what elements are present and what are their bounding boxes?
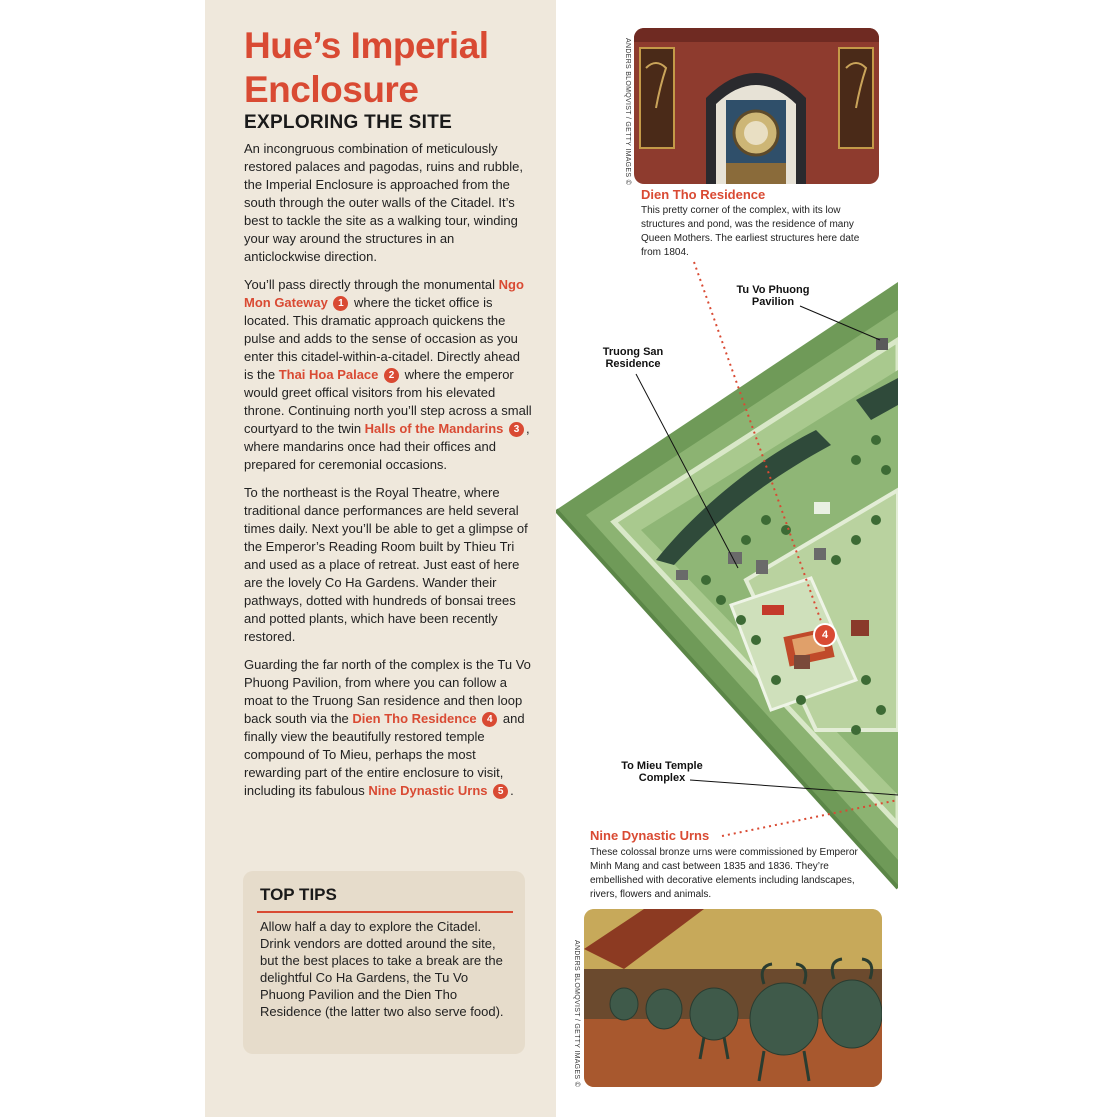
text-run: You’ll pass directly through the monumental: [244, 277, 499, 292]
map-marker-4: 4: [813, 623, 837, 647]
text-run: .: [510, 783, 514, 798]
section-heading: EXPLORING THE SITE: [244, 112, 453, 133]
highlight-ngo-mon-gateway: Ngo Mon Gateway: [244, 277, 524, 310]
dien-tho-caption-title: Dien Tho Residence: [641, 187, 766, 202]
number-badge-4: 4: [482, 712, 497, 727]
page-title: Hue’s Imperial Enclosure: [244, 25, 489, 110]
paragraph-1: An incongruous combination of meticulously restored palaces and pagodas, ruins and rubble, the Imperial Enclosure is approached from the south through the outer walls of the Citadel. It’s best to tackle the site as a walking tour, winding your way around the structures in an anticlockwise direction.: [244, 141, 523, 264]
urns-caption-title: Nine Dynastic Urns: [590, 828, 710, 843]
urns-caption-text: These colossal bronze urns were commissioned by Emperor Minh Mang and cast between 1835 and 1836. They’re embellished with decorative elements including landscapes, rivers, flowers and animals.: [590, 847, 858, 900]
number-badge-2: 2: [384, 368, 399, 383]
map-label-to-mieu: To Mieu Temple Complex: [621, 760, 703, 784]
dien-tho-caption-text: This pretty corner of the complex, with its low structures and pond, was the residence of many Queen Mothers. The earliest structures here date from 1804.: [641, 205, 860, 258]
photo-credit-bottom: ANDERS BLOMQVIST / GETTY IMAGES ©: [573, 940, 580, 1088]
number-badge-5: 5: [493, 784, 508, 799]
text-run: and finally view the beautifully restored temple compound of To Mieu, perhaps the most rewarding part of the entire enclosure to visit, including its fabulous: [244, 711, 525, 798]
highlight-dien-tho-residence: Dien Tho Residence: [352, 711, 477, 726]
number-badge-1: 1: [333, 296, 348, 311]
highlight-halls-of-the-mandarins: Halls of the Mandarins: [364, 421, 504, 436]
highlight-thai-hoa-palace: Thai Hoa Palace: [278, 367, 379, 382]
nine-dynastic-urns-photo: [584, 909, 882, 1087]
text-run: , where mandarins once had their offices and prepared for ceremonial occasions.: [244, 421, 530, 472]
photo-credit-top: ANDERS BLOMQVIST / GETTY IMAGES ©: [624, 38, 631, 186]
map-label-tu-vo-phuong: Tu Vo Phuong Pavilion: [736, 284, 810, 308]
highlight-nine-dynastic-urns: Nine Dynastic Urns: [368, 783, 488, 798]
text-run: where the ticket office is located. This dramatic approach quickens the pulse and adds to the sense of occasion as you enter this citadel-within-a-citadel. Directly ahead is the: [244, 295, 521, 382]
map-label-truong-san: Truong San Residence: [602, 346, 664, 370]
top-tips-title: TOP TIPS: [260, 885, 337, 904]
text-run: where the emperor would greet offical visitors from his elevated throne. Continuing north you’ll step across a small courtyard to the twin: [244, 367, 532, 436]
text-run: Guarding the far north of the complex is the Tu Vo Phuong Pavilion, from where you can follow a moat to the Truong San residence and then loop back south via the: [244, 657, 531, 726]
number-badge-3: 3: [509, 422, 524, 437]
top-tips-text: Allow half a day to explore the Citadel. Drink vendors are dotted around the site, but the best places to take a break are the delightful Co Ha Gardens, the Tu Vo Phuong Pavilion and the Dien Tho Residence (the latter two also serve food).: [260, 919, 504, 1019]
urns-photo-illustration: [584, 909, 882, 1087]
paragraph-3: To the northeast is the Royal Theatre, where traditional dance performances are held several times daily. Next you’ll be able to get a glimpse of the Emperor’s Reading Room built by Thieu Tri and used as a place of retreat. Just east of here are the lovely Co Ha Gardens. Wander their pathways, dotted with hundreds of bonsai trees and potted plants, which have been recently restored.: [244, 485, 528, 644]
